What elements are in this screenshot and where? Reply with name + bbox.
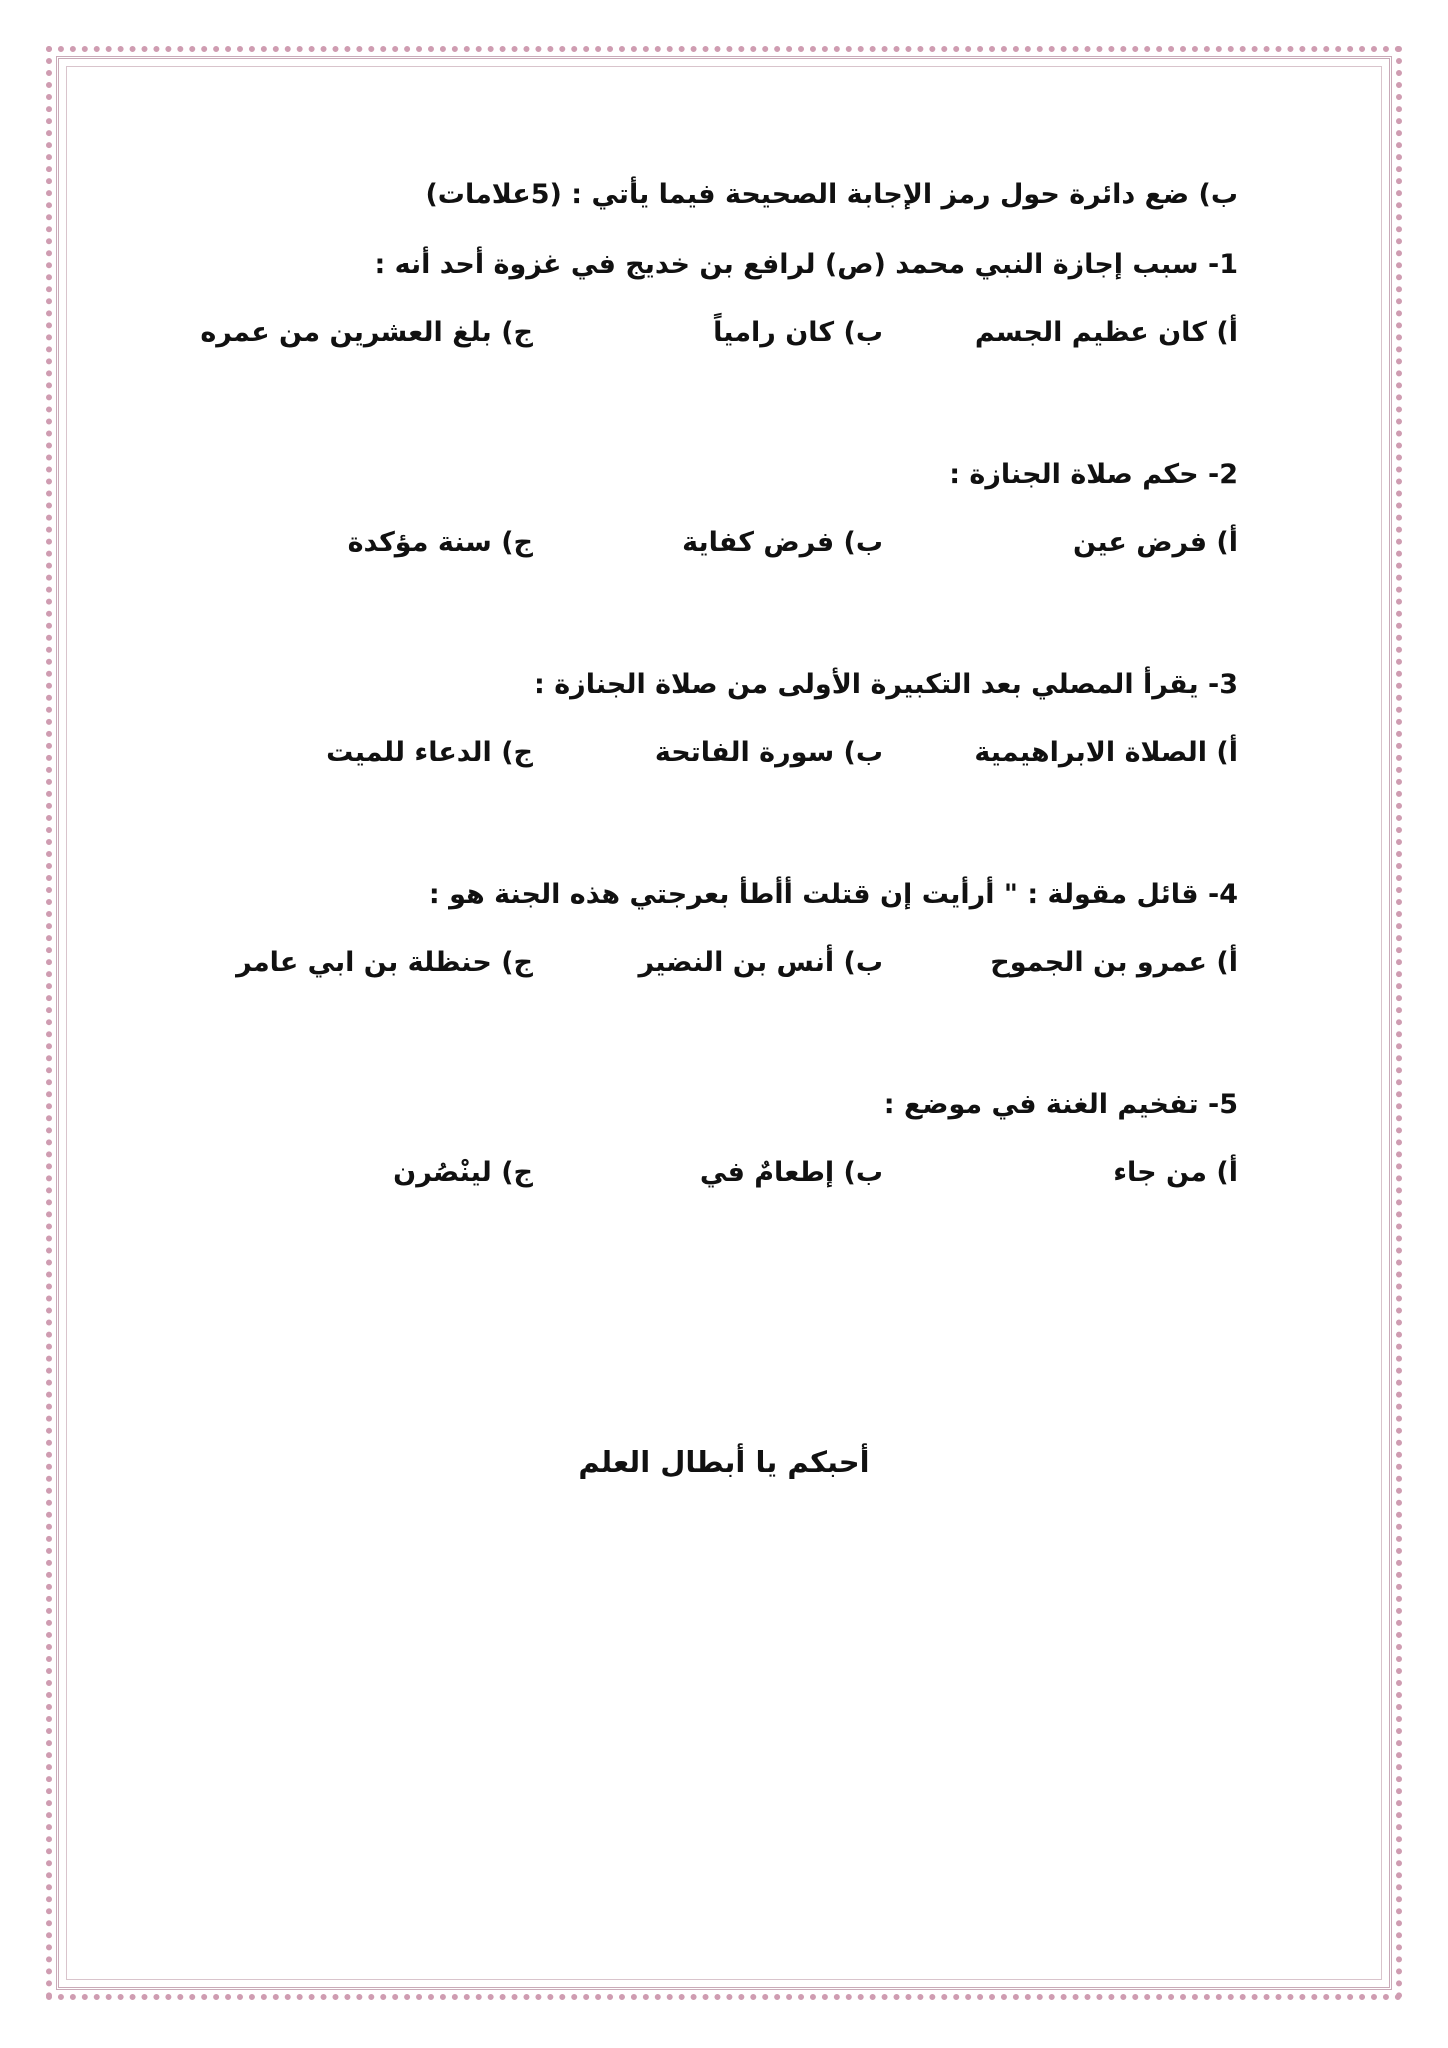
question-4-option-a[interactable]: أ) عمرو بن الجموح bbox=[990, 947, 1238, 978]
question-2-option-c[interactable]: ج) سنة مؤكدة bbox=[347, 527, 533, 558]
question-1-option-a[interactable]: أ) كان عظيم الجسم bbox=[974, 317, 1238, 348]
question-5-option-b[interactable]: ب) إطعامٌ في bbox=[699, 1157, 883, 1188]
question-2-stem: 2- حكم صلاة الجنازة : bbox=[949, 459, 1238, 490]
question-3-option-b[interactable]: ب) سورة الفاتحة bbox=[654, 737, 883, 768]
question-5-option-a[interactable]: أ) من جاء bbox=[1113, 1157, 1238, 1188]
question-4-option-b[interactable]: ب) أنس بن النضير bbox=[638, 947, 883, 978]
question-1-options bbox=[188, 313, 1238, 353]
question-2-option-b[interactable]: ب) فرض كفاية bbox=[682, 527, 883, 558]
question-5-options bbox=[188, 1153, 1238, 1193]
section-heading: ب) ضع دائرة حول رمز الإجابة الصحيحة فيما يأتي : (5علامات) bbox=[425, 179, 1238, 210]
question-4-option-c[interactable]: ج) حنظلة بن ابي عامر bbox=[236, 947, 533, 978]
question-2-options bbox=[188, 523, 1238, 563]
question-3-option-c[interactable]: ج) الدعاء للميت bbox=[326, 737, 533, 768]
question-5-stem: 5- تفخيم الغنة في موضع : bbox=[883, 1089, 1238, 1120]
question-5-option-c[interactable]: ج) لينْصُرن bbox=[393, 1157, 533, 1188]
question-1-stem: 1- سبب إجازة النبي محمد (ص) لرافع بن خديج في غزوة أحد أنه : bbox=[374, 249, 1238, 280]
question-3-stem: 3- يقرأ المصلي بعد التكبيرة الأولى من صلاة الجنازة : bbox=[534, 669, 1238, 700]
question-2-option-a[interactable]: أ) فرض عين bbox=[1073, 527, 1238, 558]
question-4-stem: 4- قائل مقولة : " أرأيت إن قتلت أأطأ بعرجتي هذه الجنة هو : bbox=[428, 879, 1238, 910]
question-4-options bbox=[188, 943, 1238, 983]
question-3-option-a[interactable]: أ) الصلاة الابراهيمية bbox=[974, 737, 1238, 768]
question-1-option-c[interactable]: ج) بلغ العشرين من عمره bbox=[200, 317, 533, 348]
closing-message: أحبكم يا أبطال العلم bbox=[578, 1445, 870, 1479]
question-3-options bbox=[188, 733, 1238, 773]
question-1-option-b[interactable]: ب) كان رامياً bbox=[713, 317, 883, 348]
